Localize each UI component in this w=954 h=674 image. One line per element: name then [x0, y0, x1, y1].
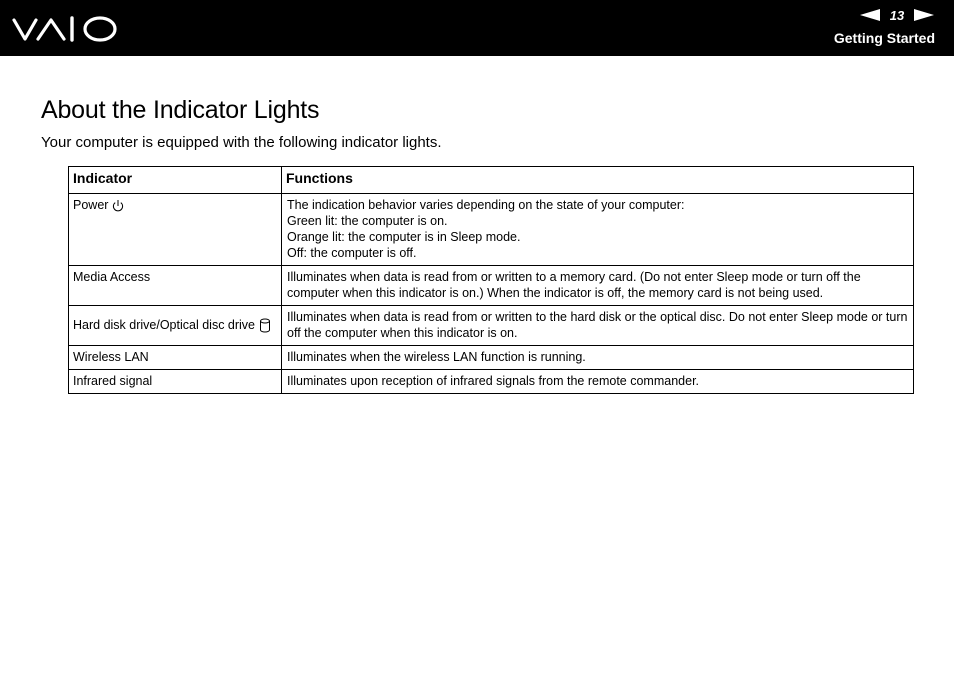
page-header — [0, 0, 954, 56]
table-row — [69, 266, 914, 306]
table-header-row — [69, 167, 914, 194]
function-line: Off: the computer is off. — [287, 246, 417, 260]
intro-text: Your computer is equipped with the following indicator lights. — [41, 134, 442, 151]
function-line: The indication behavior varies depending on the state of your computer: — [287, 198, 685, 212]
column-header-functions: Functions — [282, 167, 914, 194]
table-row — [69, 194, 914, 266]
table-row — [69, 370, 914, 394]
disk-drive-icon — [259, 318, 271, 333]
indicator-table — [68, 166, 914, 394]
previous-page-arrow-icon[interactable] — [860, 9, 880, 21]
functions-cell: Illuminates upon reception of infrared signals from the remote commander. — [282, 370, 914, 394]
indicator-cell: Wireless LAN — [69, 346, 282, 370]
indicator-label: Power — [73, 198, 109, 212]
table-row — [69, 346, 914, 370]
function-line: Orange lit: the computer is in Sleep mode. — [287, 230, 521, 244]
indicator-cell — [69, 306, 282, 346]
indicator-label: Hard disk drive/Optical disc drive — [73, 318, 256, 332]
indicator-label-group — [73, 197, 124, 213]
functions-cell: Illuminates when data is read from or written to the hard disk or the optical disc. Do not enter Sleep mode or turn off the computer when this indicator is on. — [282, 306, 914, 346]
power-icon — [112, 199, 124, 212]
indicator-cell: Infrared signal — [69, 370, 282, 394]
page-title: About the Indicator Lights — [41, 96, 320, 124]
next-page-arrow-icon[interactable] — [914, 9, 934, 21]
indicator-cell — [69, 194, 282, 266]
page-number: 13 — [889, 7, 905, 23]
functions-cell — [282, 194, 914, 266]
section-title: Getting Started — [833, 30, 935, 46]
column-header-indicator: Indicator — [69, 167, 282, 194]
functions-cell: Illuminates when data is read from or written to a memory card. (Do not enter Sleep mode or turn off the computer when this indicator is on.) When the indicator is off, the memory card is not being used. — [282, 266, 914, 306]
indicator-label-group — [73, 317, 271, 333]
table-row — [69, 306, 914, 346]
functions-cell: Illuminates when the wireless LAN function is running. — [282, 346, 914, 370]
vaio-logo — [12, 14, 120, 44]
function-line: Green lit: the computer is on. — [287, 214, 448, 228]
indicator-cell: Media Access — [69, 266, 282, 306]
page-navigation — [860, 7, 934, 23]
